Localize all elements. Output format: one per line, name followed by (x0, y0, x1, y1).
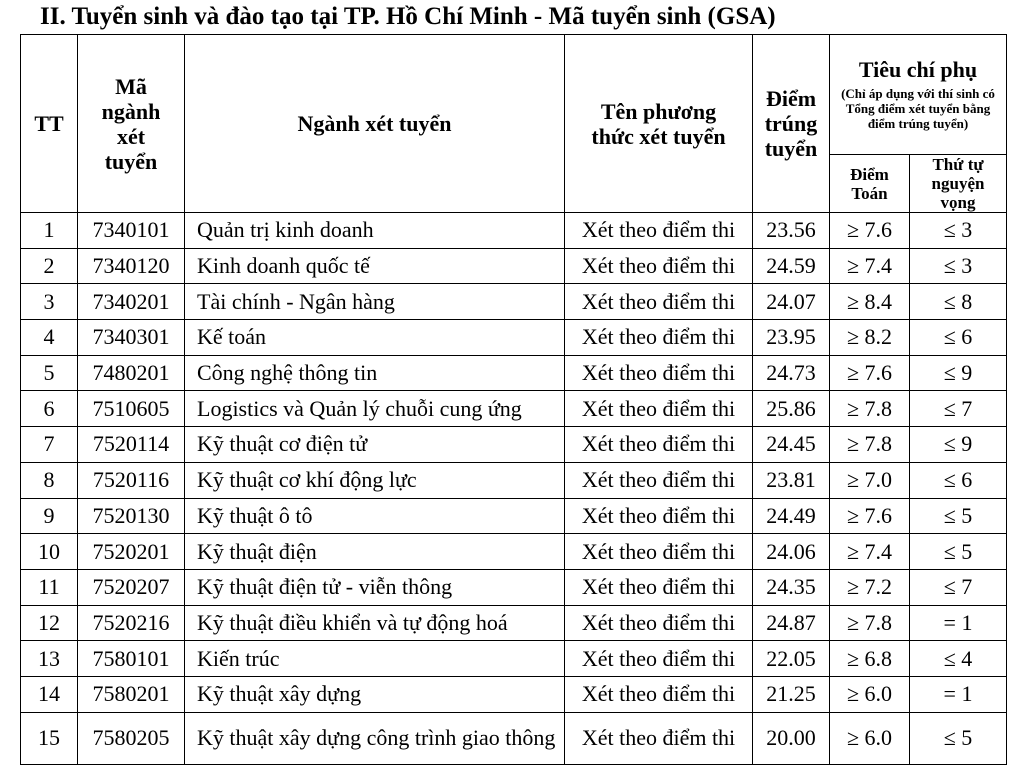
cell-score: 24.06 (753, 534, 830, 570)
table-row (21, 498, 1007, 534)
cell-rank: ≤ 6 (910, 320, 1007, 356)
cell-math: ≥ 7.8 (830, 605, 910, 641)
cell-rank: ≤ 3 (910, 248, 1007, 284)
cell-tt: 2 (21, 248, 78, 284)
table-row (21, 641, 1007, 677)
cell-rank: ≤ 9 (910, 355, 1007, 391)
cell-math: ≥ 8.4 (830, 284, 910, 320)
cell-score: 21.25 (753, 676, 830, 712)
cell-code: 7520114 (78, 427, 185, 463)
header-score: Điểm trúng tuyển (753, 35, 830, 213)
cell-score: 24.07 (753, 284, 830, 320)
cell-code: 7580101 (78, 641, 185, 677)
cell-tt: 6 (21, 391, 78, 427)
cell-score: 24.35 (753, 569, 830, 605)
admission-table (20, 34, 1007, 765)
cell-score: 24.87 (753, 605, 830, 641)
header-rank: Thứ tự nguyện vọng (910, 155, 1007, 213)
cell-score: 23.95 (753, 320, 830, 356)
table-row (21, 676, 1007, 712)
cell-rank: = 1 (910, 676, 1007, 712)
cell-rank: = 1 (910, 605, 1007, 641)
cell-major: Kế toán (185, 320, 565, 356)
cell-method: Xét theo điểm thi (565, 676, 753, 712)
cell-code: 7510605 (78, 391, 185, 427)
cell-rank: ≤ 3 (910, 213, 1007, 249)
header-method: Tên phương thức xét tuyển (565, 35, 753, 213)
cell-code: 7340201 (78, 284, 185, 320)
cell-code: 7520116 (78, 462, 185, 498)
cell-score: 20.00 (753, 712, 830, 764)
cell-major: Công nghệ thông tin (185, 355, 565, 391)
cell-method: Xét theo điểm thi (565, 248, 753, 284)
cell-rank: ≤ 9 (910, 427, 1007, 463)
table-row (21, 427, 1007, 463)
cell-major: Kỹ thuật xây dựng công trình giao thông (185, 712, 565, 764)
cell-score: 23.81 (753, 462, 830, 498)
table-row (21, 391, 1007, 427)
cell-major: Kỹ thuật cơ khí động lực (185, 462, 565, 498)
cell-major: Tài chính - Ngân hàng (185, 284, 565, 320)
header-code: Mã ngành xét tuyển (78, 35, 185, 213)
cell-code: 7340301 (78, 320, 185, 356)
cell-method: Xét theo điểm thi (565, 641, 753, 677)
header-criteria (830, 35, 1007, 155)
cell-tt: 8 (21, 462, 78, 498)
cell-tt: 13 (21, 641, 78, 677)
cell-tt: 12 (21, 605, 78, 641)
table-row (21, 462, 1007, 498)
cell-math: ≥ 6.8 (830, 641, 910, 677)
header-tt: TT (21, 35, 78, 213)
cell-method: Xét theo điểm thi (565, 569, 753, 605)
cell-tt: 4 (21, 320, 78, 356)
cell-math: ≥ 7.0 (830, 462, 910, 498)
cell-major: Kỹ thuật cơ điện tử (185, 427, 565, 463)
criteria-note: (Chỉ áp dụng với thí sinh có Tổng điểm xét tuyển bằng điểm trúng tuyển) (841, 86, 995, 131)
cell-major: Kiến trúc (185, 641, 565, 677)
cell-major: Kỹ thuật điện (185, 534, 565, 570)
cell-code: 7340101 (78, 213, 185, 249)
cell-code: 7520201 (78, 534, 185, 570)
cell-score: 24.45 (753, 427, 830, 463)
cell-major: Kỹ thuật điện tử - viễn thông (185, 569, 565, 605)
criteria-title: Tiêu chí phụ (858, 57, 978, 82)
cell-code: 7520216 (78, 605, 185, 641)
cell-major: Kỹ thuật điều khiển và tự động hoá (185, 605, 565, 641)
cell-method: Xét theo điểm thi (565, 427, 753, 463)
cell-method: Xét theo điểm thi (565, 534, 753, 570)
cell-major: Kỹ thuật ô tô (185, 498, 565, 534)
cell-score: 24.59 (753, 248, 830, 284)
cell-method: Xét theo điểm thi (565, 284, 753, 320)
cell-math: ≥ 7.6 (830, 213, 910, 249)
cell-tt: 9 (21, 498, 78, 534)
cell-tt: 7 (21, 427, 78, 463)
cell-tt: 11 (21, 569, 78, 605)
table-row (21, 248, 1007, 284)
cell-method: Xét theo điểm thi (565, 391, 753, 427)
table-row (21, 605, 1007, 641)
cell-score: 22.05 (753, 641, 830, 677)
cell-method: Xét theo điểm thi (565, 498, 753, 534)
cell-code: 7580201 (78, 676, 185, 712)
cell-method: Xét theo điểm thi (565, 213, 753, 249)
cell-tt: 5 (21, 355, 78, 391)
cell-rank: ≤ 7 (910, 569, 1007, 605)
header-math: Điểm Toán (830, 155, 910, 213)
cell-major: Kinh doanh quốc tế (185, 248, 565, 284)
cell-method: Xét theo điểm thi (565, 605, 753, 641)
cell-math: ≥ 7.8 (830, 427, 910, 463)
cell-rank: ≤ 4 (910, 641, 1007, 677)
cell-tt: 1 (21, 213, 78, 249)
cell-code: 7580205 (78, 712, 185, 764)
cell-rank: ≤ 5 (910, 534, 1007, 570)
cell-method: Xét theo điểm thi (565, 355, 753, 391)
cell-math: ≥ 7.6 (830, 355, 910, 391)
cell-score: 24.73 (753, 355, 830, 391)
cell-method: Xét theo điểm thi (565, 320, 753, 356)
cell-code: 7520207 (78, 569, 185, 605)
table-row (21, 355, 1007, 391)
cell-math: ≥ 7.4 (830, 248, 910, 284)
page-title: II. Tuyển sinh và đào tạo tại TP. Hồ Chí Minh - Mã tuyển sinh (GSA) (40, 3, 776, 30)
header-major: Ngành xét tuyển (185, 35, 565, 213)
cell-code: 7480201 (78, 355, 185, 391)
cell-score: 24.49 (753, 498, 830, 534)
cell-math: ≥ 6.0 (830, 712, 910, 764)
cell-math: ≥ 7.4 (830, 534, 910, 570)
cell-code: 7340120 (78, 248, 185, 284)
cell-rank: ≤ 7 (910, 391, 1007, 427)
cell-tt: 10 (21, 534, 78, 570)
cell-tt: 3 (21, 284, 78, 320)
cell-score: 25.86 (753, 391, 830, 427)
cell-method: Xét theo điểm thi (565, 462, 753, 498)
table-row (21, 534, 1007, 570)
cell-rank: ≤ 8 (910, 284, 1007, 320)
cell-math: ≥ 6.0 (830, 676, 910, 712)
table-row (21, 284, 1007, 320)
cell-math: ≥ 7.8 (830, 391, 910, 427)
cell-score: 23.56 (753, 213, 830, 249)
table-row (21, 213, 1007, 249)
cell-tt: 14 (21, 676, 78, 712)
cell-major: Kỹ thuật xây dựng (185, 676, 565, 712)
table-row (21, 569, 1007, 605)
cell-major: Logistics và Quản lý chuỗi cung ứng (185, 391, 565, 427)
cell-rank: ≤ 5 (910, 712, 1007, 764)
table-row (21, 320, 1007, 356)
cell-rank: ≤ 6 (910, 462, 1007, 498)
table-row (21, 712, 1007, 764)
cell-math: ≥ 7.6 (830, 498, 910, 534)
cell-method: Xét theo điểm thi (565, 712, 753, 764)
cell-code: 7520130 (78, 498, 185, 534)
cell-tt: 15 (21, 712, 78, 764)
cell-math: ≥ 8.2 (830, 320, 910, 356)
cell-math: ≥ 7.2 (830, 569, 910, 605)
cell-major: Quản trị kinh doanh (185, 213, 565, 249)
cell-rank: ≤ 5 (910, 498, 1007, 534)
